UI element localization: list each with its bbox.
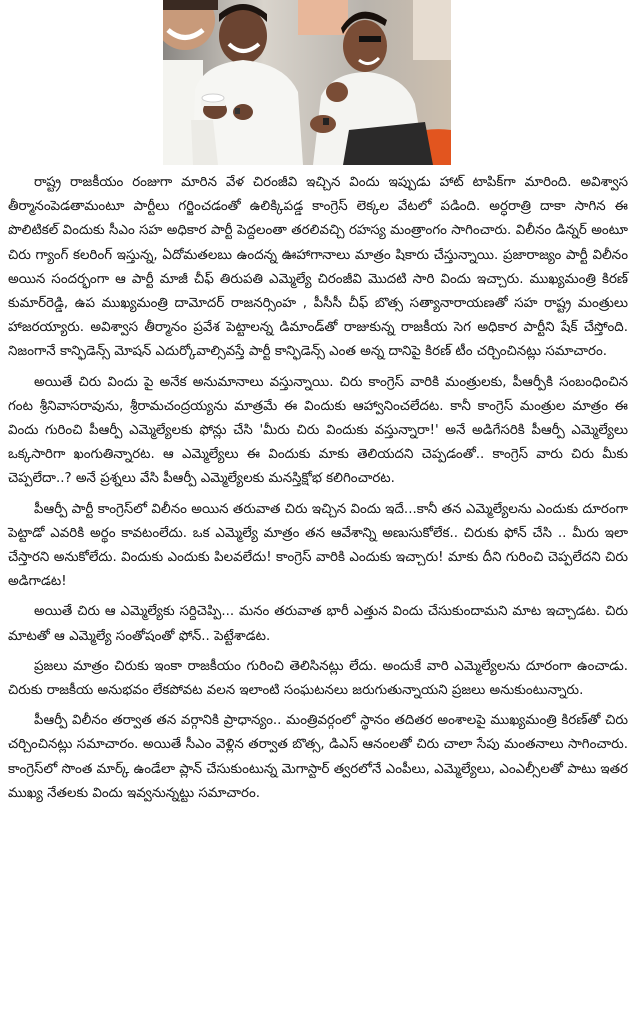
article-paragraph: పీఆర్పీ విలీనం తర్వాత తన వర్గానికి ప్రాధాన్యం.. మంత్రివర్గంలో స్థానం తదితర అంశాలపై ముఖ్యమంత్రి కిరణ్‌తో చిరు చర్చించినట్లు సమాచారం. అయితే సీఎం వెళ్లిన తర్వాత బొత్స, డిఎస్ ఆనంలతో చిరు చాలా సేపు మంతనాలు సాగించారు. కాంగ్రెస్‌లో సొంత మార్క్ ఉండేలా ప్లాన్ చేసుకుంటున్న మెగాస్టార్ త్వరలోనే ఎంపీలు, ఎమ్మెల్యేలు, ఎంఎల్సీలతో పాటు ఇతర ముఖ్య నేతలకు విందు ఇవ్వనున్నట్టు సమాచారం. xyxy=(8,713,628,801)
article-paragraph: పీఆర్పీ పార్టీ కాంగ్రెస్‌లో విలీనం అయిన తరువాత చిరు ఇచ్చిన విందు ఇదే...కానీ తన ఎమ్మెల్యేలను ఎందుకు దూరంగా పెట్టాడో ఎవరికి అర్థం కావటంలేదు. ఒక ఎమ్మెల్యే మాత్రం తన ఆవేశాన్ని అణుసుకోలేక.. చిరుకు ఫోన్ చేసి .. మీరు ఇలా చేస్తారని అనుకోలేదు. విందుకు ఎందుకు పిలవలేదు! కాంగ్రెస్ వారికి ఎందుకు ఇచ్చారు! మాకు దీని గురించి చెప్పలేదని చిరు అడిగాడట! xyxy=(8,501,628,590)
article-paragraph: రాష్ట్ర రాజకీయం రంజుగా మారిన వేళ చిరంజీవి ఇచ్చిన విందు ఇప్పుడు హాట్ టాపిక్‌గా మారింది. అవిశ్వాస తీర్మానంపెడతామంటూ పార్టీలు గర్జించడంతో ఉలిక్కిపడ్డ కాంగ్రెస్ లెక్కల వేటలో పడింది. అర్ధరాత్రి దాకా సాగిన ఈ పొలిటికల్ విందుకు సీఎం సహ అధికార పార్టీ పెద్దలంతా తరలివచ్చి రహస్య మంత్రాంగం సాగించారు. విలీనం డిన్నర్ అంటూ చిరు గ్యాంగ్ కలరింగ్ ఇస్తున్న, ఏదోమతలబు ఉందన్న ఊహాగానాలు మాత్రం షికారు చేస్తున్నాయి. ప్రజారాజ్యం పార్టీ విలీనం అయిన సందర్భంగా ఆ పార్టీ మాజీ చీఫ్ తిరుపతి ఎమ్మెల్యే చిరంజీవి మొదటి సారి విందు ఇచ్చారు. ముఖ్యమంత్రి కిరణ్ కుమార్‌రెడ్డి, ఉప ముఖ్యమంత్రి దామోదర్ రాజనర్సింహ , పీసీసీ చీఫ్ బొత్స సత్యానారాయణతో సహ రాష్ట్ర మంత్రులు హాజరయ్యారు. అవిశ్వాస తీర్మానం ప్రవేశ పెట్టాలన్న డిమాండ్‌తో రాజుకున్న రాజకీయ సెగ అధికార పార్టీని షేక్ చేస్తోంది. నిజంగానే కాన్ఫిడెన్స్ మోషన్ ఎదుర్కోవాల్సివస్తే పార్టీ కాన్ఫిడెన్స్ ఎంత అన్న దానిపై కిరణ్ టీం చర్చించినట్లు సమాచారం. xyxy=(8,175,628,360)
article-photo xyxy=(163,0,451,165)
two-men-laughing-photo-icon xyxy=(163,0,451,165)
article-paragraph: అయితే చిరు విందు పై అనేక అనుమానాలు వస్తున్నాయి. చిరు కాంగ్రెస్ వారికి మంత్రులకు, పీఆర్పీకి సంబంధించిన గంట శ్రీనివాసరావును, శ్రీరామచంద్రయ్యను మాత్రమే ఈ విందుకు ఆహ్వానించలేదట. కానీ కాంగ్రెస్ మంత్రుల మాత్రం ఈ విందు గురించి పీఆర్పీ ఎమ్మెల్యేలకు ఫోన్లు చేసి 'మీరు చిరు విందుకు వస్తున్నారా!' అనే అడిగేసరికి పీఆర్పీ ఎమ్మెల్యేలు ఒక్కసారిగా ఖంగుతిన్నారట. ఆ ఎమ్మెల్యేలు ఈ విందుకు మాకు తెలియదని చెప్పడంతో.. కాంగ్రెస్ వారు చిరు మీకు చెప్పలేదా..? అనే ప్రశ్నలు వేసి పీఆర్పీ ఎమ్మెల్యేలకు మనస్తిక్షోభ కలిగించారట. xyxy=(8,374,628,487)
article-paragraph: ప్రజలు మాత్రం చిరుకు ఇంకా రాజకీయం గురించి తెలిసినట్లు లేదు. అందుకే వారి ఎమ్మెల్యేలను దూరంగా ఉంచాడు. చిరుకు రాజకీయ అనుభవం లేకపోవట వలన ఇలాంటి సంఘటనలు జరుగుతున్నాయని ప్రజలు అనుకుంటున్నారు. xyxy=(8,658,628,699)
article-body xyxy=(8,171,628,812)
article-paragraph: అయితే చిరు ఆ ఎమ్మెల్యేకు సర్దిచెప్పి... మనం తరువాత భారీ ఎత్తున విందు చేసుకుందామని మాట ఇచ్చాడట. చిరు మాటతో ఆ ఎమ్మెల్యే సంతోషంతో ఫోన్.. పెట్టేశాడట. xyxy=(8,604,628,644)
